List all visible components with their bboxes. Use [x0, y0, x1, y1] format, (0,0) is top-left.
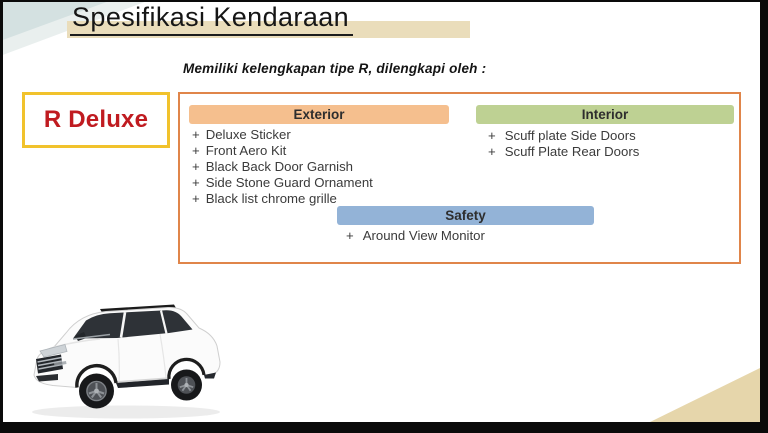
page-title: Spesifikasi Kendaraan [70, 2, 353, 36]
safety-section-label: Safety [445, 208, 486, 223]
bullet: + [346, 228, 354, 243]
list-item [192, 159, 373, 175]
list-item [488, 144, 639, 160]
list-item [192, 127, 373, 143]
white-suv-illustration [20, 299, 240, 423]
feature-text: Around View Monitor [362, 228, 485, 243]
feature-text: Side Stone Guard Ornament [205, 174, 373, 190]
specifications-box [178, 92, 741, 264]
bullet: + [192, 127, 200, 142]
corner-triangle-bottom-right [648, 368, 760, 423]
safety-feature-list [346, 228, 485, 244]
feature-text: Black list chrome grille [205, 190, 337, 206]
car-image [20, 299, 240, 423]
exterior-feature-list [192, 127, 373, 207]
bullet: + [192, 158, 200, 174]
safety-section-header [337, 206, 594, 225]
screen-edge-left [0, 0, 3, 433]
variant-label: R Deluxe [43, 106, 149, 133]
feature-text: Black Back Door Garnish [205, 158, 354, 174]
feature-text: Scuff Plate Rear Doors [504, 143, 640, 159]
screen-edge-top [0, 0, 768, 2]
interior-feature-list [488, 128, 639, 160]
feature-text: Scuff plate Side Doors [504, 128, 636, 143]
screen-edge-bottom [0, 422, 768, 433]
exterior-section-header [189, 105, 449, 124]
subtitle: Memiliki kelengkapan tipe R, dilengkapi oleh : [183, 61, 487, 76]
interior-section-header [476, 105, 734, 124]
bullet: + [192, 142, 200, 158]
list-item [488, 128, 639, 144]
list-item [192, 175, 373, 191]
bullet: + [192, 174, 200, 190]
bullet: + [488, 128, 496, 143]
screen-edge-right [760, 0, 768, 433]
bullet: + [488, 143, 496, 159]
list-item [192, 191, 373, 207]
interior-section-label: Interior [581, 107, 629, 122]
exterior-section-label: Exterior [293, 107, 345, 122]
list-item [192, 143, 373, 159]
variant-box [22, 92, 170, 148]
list-item [346, 228, 485, 244]
feature-text: Front Aero Kit [205, 142, 287, 158]
bullet: + [192, 190, 200, 206]
feature-text: Deluxe Sticker [205, 127, 291, 142]
